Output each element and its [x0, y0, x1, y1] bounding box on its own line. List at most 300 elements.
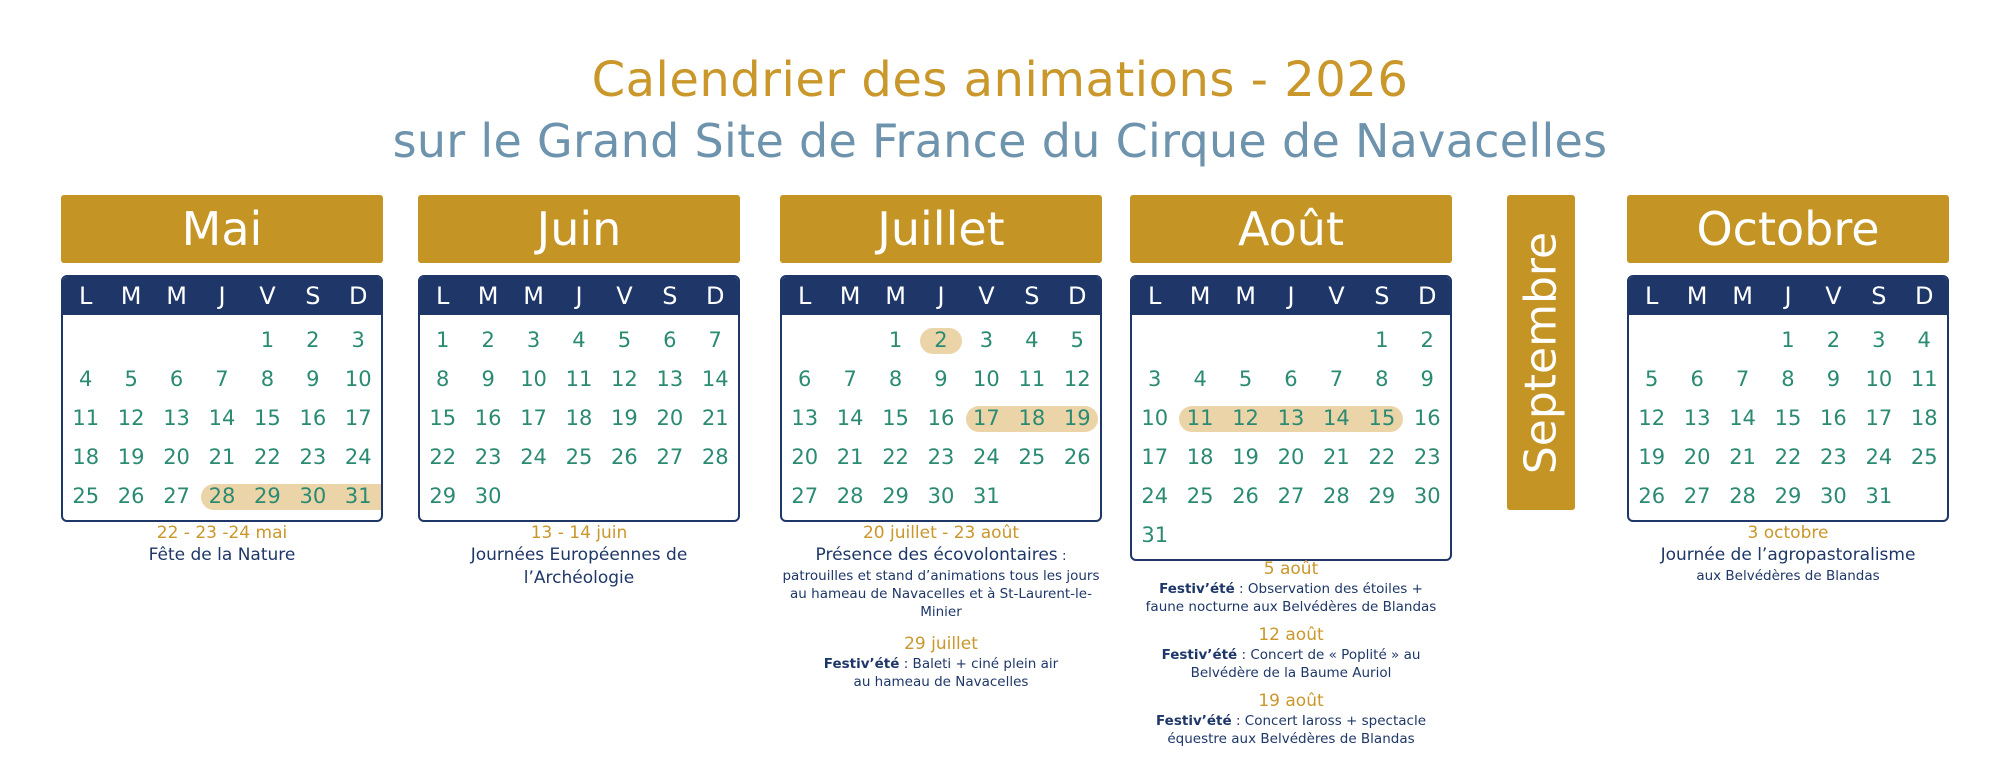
weekday-label: D [1915, 282, 1934, 310]
calendar-day [647, 477, 692, 516]
calendar-days [420, 315, 738, 520]
calendar-week [1629, 477, 1947, 516]
calendar-day: 27 [163, 484, 190, 508]
weekday-header [420, 277, 738, 315]
calendar-week [1629, 321, 1947, 360]
calendar-day: 5 [1238, 367, 1253, 391]
calendar-day: 8 [1781, 367, 1795, 391]
event-title: Fête de la Nature [148, 545, 296, 565]
events-juin [418, 522, 740, 590]
calendar-day: 14 [1323, 406, 1350, 430]
weekday-label: J [937, 282, 945, 310]
weekday-label: J [218, 282, 226, 310]
calendar-grid [61, 275, 383, 522]
calendar-days [1629, 315, 1947, 520]
calendar-day: 29 [429, 484, 457, 508]
calendar-day: 18 [1018, 406, 1046, 430]
month-title: Septembre [1515, 231, 1567, 474]
weekday-label: S [662, 282, 678, 310]
calendar-day: 7 [708, 328, 722, 352]
calendar-day: 27 [1683, 484, 1711, 508]
calendar-day: 2 [1826, 328, 1841, 352]
calendar-day: 12 [611, 367, 638, 391]
calendar-week [782, 399, 1100, 438]
month-juin [418, 195, 740, 522]
calendar-day: 22 [254, 445, 281, 469]
calendar-day: 19 [1063, 406, 1091, 430]
calendar-day: 23 [927, 445, 955, 469]
calendar-day [108, 321, 153, 360]
calendar-week [782, 321, 1100, 360]
events-aout [1130, 558, 1452, 748]
calendar-day [199, 321, 244, 360]
calendar-day: 17 [1141, 445, 1169, 469]
weekday-label: J [575, 282, 583, 310]
calendar-day [1177, 321, 1222, 360]
calendar-days [782, 315, 1100, 520]
month-mai [61, 195, 383, 522]
calendar-day: 21 [208, 445, 236, 469]
calendar-day: 28 [701, 445, 729, 469]
calendar-day: 23 [1820, 445, 1847, 469]
calendar-day [1629, 321, 1674, 360]
month-title: Mai [61, 195, 383, 263]
calendar-week [782, 360, 1100, 399]
calendar-day [556, 477, 601, 516]
calendar-day: 17 [1865, 406, 1893, 430]
calendar-day: 3 [979, 328, 994, 352]
calendar-day: 17 [344, 406, 372, 430]
weekday-label: S [1871, 282, 1887, 310]
month-title: Juillet [780, 195, 1102, 263]
calendar-day: 10 [344, 367, 372, 391]
weekday-header [782, 277, 1100, 315]
month-title: Octobre [1627, 195, 1949, 263]
weekday-label: S [1374, 282, 1390, 310]
calendar-day [782, 321, 827, 360]
calendar-day: 21 [1729, 445, 1756, 469]
event-date: 20 juillet - 23 août [862, 523, 1020, 543]
event-description [780, 544, 1102, 621]
calendar-day: 16 [927, 406, 955, 430]
calendar-day: 18 [72, 445, 100, 469]
event-date: 22 - 23 -24 mai [156, 523, 288, 543]
calendar-day: 6 [663, 328, 677, 352]
weekday-header [1132, 277, 1450, 315]
calendar-week [63, 321, 381, 360]
calendar-day: 13 [163, 406, 190, 430]
calendar-day: 22 [429, 445, 457, 469]
calendar-day: 28 [1729, 484, 1756, 508]
calendar-day: 10 [973, 367, 1000, 391]
calendar-day [1314, 516, 1359, 555]
calendar-week [1629, 399, 1947, 438]
calendar-week [63, 477, 381, 516]
weekday-label: D [349, 282, 368, 310]
calendar-week [420, 360, 738, 399]
calendar-day: 30 [474, 484, 502, 508]
calendar-days [1132, 315, 1450, 559]
calendar-grid [1627, 275, 1949, 522]
calendar-day: 30 [299, 484, 327, 508]
event-detail: : Concert Iaross + spectacle équestre aux Belvédères de Blandas [1167, 713, 1426, 747]
event-date: 12 août [1258, 625, 1324, 645]
calendar-day: 26 [611, 445, 638, 469]
weekday-label: S [305, 282, 321, 310]
calendar-day: 24 [520, 445, 547, 469]
calendar-grid [780, 275, 1102, 522]
calendar-day: 1 [888, 328, 903, 352]
calendar-day: 5 [617, 328, 632, 352]
calendar-day: 18 [1186, 445, 1214, 469]
calendar-day: 30 [1820, 484, 1847, 508]
calendar-week [1132, 399, 1450, 438]
weekday-label: M [1732, 282, 1753, 310]
calendar-day: 21 [701, 406, 729, 430]
calendar-day [1268, 321, 1313, 360]
event-detail: : Concert de « Poplité » au Belvédère de la Baume Auriol [1190, 647, 1421, 681]
weekday-label: J [1287, 282, 1295, 310]
calendar-day: 2 [481, 328, 495, 352]
calendar-day: 29 [1774, 484, 1802, 508]
weekday-label: L [798, 282, 812, 310]
calendar-day: 1 [1781, 328, 1795, 352]
calendar-day: 4 [1025, 328, 1039, 352]
weekday-label: D [1418, 282, 1437, 310]
calendar-day: 14 [208, 406, 236, 430]
calendar-day: 16 [1820, 406, 1847, 430]
calendar-day: 5 [1070, 328, 1084, 352]
calendar-day [827, 321, 872, 360]
calendar-day: 20 [1277, 445, 1305, 469]
calendar-day: 29 [882, 484, 909, 508]
event-description: aux Belvédères de Blandas [1696, 568, 1880, 584]
calendar-week [420, 477, 738, 516]
weekday-label: L [436, 282, 450, 310]
weekday-label: M [1235, 282, 1256, 310]
events-octobre [1627, 522, 1949, 585]
calendar-week [782, 477, 1100, 516]
weekday-label: M [1686, 282, 1708, 310]
calendar-day: 13 [656, 367, 684, 391]
calendar-day: 19 [611, 406, 638, 430]
calendar-day: 31 [344, 484, 372, 508]
calendar-day: 30 [927, 484, 955, 508]
calendar-day: 20 [656, 406, 684, 430]
calendar-day: 4 [1193, 367, 1207, 391]
calendar-day [602, 477, 647, 516]
event-label: Festiv’été [1161, 647, 1238, 663]
calendar-day: 3 [1872, 328, 1886, 352]
calendar-day: 8 [260, 367, 275, 391]
event-title: Journées Européennes de l’Archéologie [470, 545, 688, 588]
calendar-day: 22 [882, 445, 909, 469]
month-title: Juin [418, 195, 740, 263]
calendar-day: 18 [1910, 406, 1938, 430]
weekday-label: M [166, 282, 187, 310]
calendar-day: 24 [1865, 445, 1893, 469]
calendar-days [63, 315, 381, 520]
calendar-day: 9 [934, 367, 948, 391]
calendar-day: 17 [520, 406, 547, 430]
calendar-day: 11 [565, 367, 593, 391]
calendar-day [1674, 321, 1719, 360]
calendar-day: 12 [1063, 367, 1091, 391]
weekday-label: M [477, 282, 499, 310]
event-label: Festiv’été [1159, 581, 1235, 597]
calendar-day: 20 [1683, 445, 1711, 469]
calendar-day [1720, 321, 1765, 360]
calendar-day: 8 [888, 367, 903, 391]
calendar-day: 7 [215, 367, 229, 391]
calendar-day: 6 [1284, 367, 1298, 391]
calendar-day: 7 [1735, 367, 1750, 391]
calendar-day: 9 [306, 367, 320, 391]
calendar-day: 25 [1910, 445, 1938, 469]
weekday-label: M [839, 282, 861, 310]
month-septembre [1507, 195, 1575, 510]
event-date: 29 juillet [904, 634, 978, 654]
calendar-day [1132, 321, 1177, 360]
calendar-week [1132, 438, 1450, 477]
calendar-day: 15 [882, 406, 909, 430]
calendar-day: 25 [565, 445, 593, 469]
calendar-day: 19 [1232, 445, 1259, 469]
calendar-day: 11 [1910, 367, 1938, 391]
event-detail: : patrouilles et stand d’animations tous les jours au hameau de Navacelles et à St-Laurent-le-Minier [782, 548, 1100, 620]
calendar-day: 21 [1323, 445, 1350, 469]
events-mai [61, 522, 383, 567]
calendar-day: 26 [1638, 484, 1666, 508]
calendar-day: 7 [843, 367, 857, 391]
event-title: Présence des écovolontaires [815, 545, 1058, 565]
page-subtitle: sur le Grand Site de France du Cirque de Navacelles [392, 114, 1608, 168]
calendar-day: 5 [1645, 367, 1659, 391]
calendar-day: 26 [1232, 484, 1259, 508]
calendar-day: 15 [1368, 406, 1396, 430]
calendar-day: 3 [351, 328, 365, 352]
calendar-week [63, 399, 381, 438]
weekday-header [63, 277, 381, 315]
calendar-day: 15 [254, 406, 281, 430]
calendar-day: 11 [72, 406, 100, 430]
weekday-label: M [523, 282, 544, 310]
weekday-label: V [1825, 282, 1842, 310]
page-title: Calendrier des animations - 2026 [591, 52, 1409, 108]
calendar-day: 14 [836, 406, 864, 430]
event-date: 5 août [1263, 559, 1319, 579]
calendar-day: 24 [973, 445, 1000, 469]
event-detail: : Observation des étoiles + faune nocturne aux Belvédères de Blandas [1145, 581, 1437, 615]
weekday-label: M [885, 282, 906, 310]
event-date: 19 août [1258, 691, 1324, 711]
calendar-week [1132, 516, 1450, 555]
calendar-day: 2 [306, 328, 320, 352]
event-description [780, 655, 1102, 691]
calendar-day [1359, 516, 1404, 555]
calendar-day: 25 [72, 484, 100, 508]
event-detail: : Baleti + ciné plein air au hameau de Navacelles [853, 656, 1059, 690]
calendar-week [63, 360, 381, 399]
calendar-day [1223, 321, 1268, 360]
calendar-day: 10 [520, 367, 547, 391]
calendar-day: 19 [117, 445, 145, 469]
calendar-day: 8 [436, 367, 450, 391]
calendar-day: 10 [1141, 406, 1169, 430]
calendar-day: 27 [656, 445, 684, 469]
calendar-day: 8 [1375, 367, 1389, 391]
calendar-day [1268, 516, 1313, 555]
calendar-day: 9 [481, 367, 495, 391]
calendar-week [1132, 360, 1450, 399]
weekday-label: L [79, 282, 93, 310]
weekday-label: L [1148, 282, 1162, 310]
events-juillet [780, 522, 1102, 691]
calendar-week [1629, 360, 1947, 399]
calendar-day: 6 [798, 367, 812, 391]
calendar-day: 6 [169, 367, 184, 391]
calendar-week [420, 438, 738, 477]
event-label: Festiv’été [823, 656, 900, 672]
calendar-day: 25 [1186, 484, 1214, 508]
calendar-day [1009, 477, 1054, 516]
month-title: Août [1130, 195, 1452, 263]
calendar-day: 20 [163, 445, 190, 469]
calendar-day: 18 [565, 406, 593, 430]
calendar-day: 23 [1413, 445, 1441, 469]
calendar-day: 11 [1018, 367, 1046, 391]
weekday-label: D [706, 282, 725, 310]
calendar-day: 14 [1729, 406, 1756, 430]
calendar-day: 10 [1865, 367, 1893, 391]
calendar-day: 26 [1063, 445, 1091, 469]
calendar-week [420, 321, 738, 360]
calendar-day: 4 [572, 328, 586, 352]
calendar-day: 2 [934, 328, 948, 352]
calendar-day: 14 [701, 367, 729, 391]
calendar-day: 16 [299, 406, 327, 430]
weekday-label: J [1784, 282, 1792, 310]
calendar-day: 9 [1826, 367, 1841, 391]
calendar-day: 2 [1420, 328, 1434, 352]
calendar-day: 29 [254, 484, 281, 508]
calendar-week [1132, 477, 1450, 516]
calendar-week [782, 438, 1100, 477]
calendar-week [1132, 321, 1450, 360]
calendar-day: 3 [1148, 367, 1162, 391]
calendar-day [154, 321, 199, 360]
calendar-week [63, 438, 381, 477]
calendar-day: 6 [1690, 367, 1704, 391]
calendar-day: 13 [1683, 406, 1711, 430]
calendar-day: 31 [1141, 523, 1169, 547]
calendar-day [1405, 516, 1450, 555]
calendar-day [693, 477, 738, 516]
calendar-day: 9 [1420, 367, 1434, 391]
event-description [1130, 646, 1452, 682]
calendar-day: 22 [1774, 445, 1802, 469]
weekday-label: S [1024, 282, 1040, 310]
calendar-day: 11 [1186, 406, 1214, 430]
month-juillet [780, 195, 1102, 522]
weekday-label: V [616, 282, 633, 310]
month-aout [1130, 195, 1452, 561]
calendar-day: 19 [1638, 445, 1666, 469]
calendar-day: 16 [1413, 406, 1441, 430]
calendar-day: 31 [973, 484, 1000, 508]
calendar-day: 28 [1323, 484, 1350, 508]
calendar-day [63, 321, 108, 360]
calendar-day [1055, 477, 1100, 516]
calendar-grid [418, 275, 740, 522]
calendar-day: 25 [1018, 445, 1046, 469]
calendar-day: 22 [1368, 445, 1396, 469]
weekday-label: D [1068, 282, 1087, 310]
calendar-day: 4 [1917, 328, 1931, 352]
weekday-label: V [1328, 282, 1345, 310]
weekday-label: M [120, 282, 142, 310]
calendar-day: 20 [791, 445, 819, 469]
calendar-day [1177, 516, 1222, 555]
calendar-day [1223, 516, 1268, 555]
calendar-week [420, 399, 738, 438]
calendar-day: 28 [208, 484, 236, 508]
event-description [1130, 712, 1452, 748]
calendar-day: 23 [299, 445, 327, 469]
calendar-day: 28 [836, 484, 864, 508]
calendar-day: 15 [429, 406, 457, 430]
calendar-day: 1 [260, 328, 275, 352]
calendar-day: 12 [1638, 406, 1666, 430]
calendar-day: 16 [474, 406, 502, 430]
event-description [1130, 580, 1452, 616]
calendar-day: 13 [791, 406, 819, 430]
calendar-day: 1 [1375, 328, 1389, 352]
calendar-day: 12 [117, 406, 145, 430]
calendar-grid [1130, 275, 1452, 561]
calendar-day: 7 [1329, 367, 1344, 391]
weekday-header [1629, 277, 1947, 315]
event-title: Journée de l’agropastoralisme [1660, 545, 1916, 565]
calendar-day: 29 [1368, 484, 1396, 508]
calendar-day: 13 [1277, 406, 1305, 430]
weekday-label: V [978, 282, 995, 310]
calendar-day: 17 [973, 406, 1000, 430]
calendar-day: 12 [1232, 406, 1259, 430]
event-date: 13 - 14 juin [530, 523, 628, 543]
calendar-day: 5 [124, 367, 138, 391]
calendar-day [511, 477, 556, 516]
calendar-day: 26 [117, 484, 145, 508]
calendar-day: 1 [436, 328, 450, 352]
calendar-day: 4 [79, 367, 93, 391]
calendar-day: 24 [344, 445, 372, 469]
event-label: Festiv’été [1156, 713, 1232, 729]
calendar-day: 30 [1413, 484, 1441, 508]
calendar-week [1629, 438, 1947, 477]
calendar-day [1902, 477, 1947, 516]
weekday-label: M [1189, 282, 1211, 310]
calendar-day: 15 [1774, 406, 1802, 430]
event-date: 3 octobre [1747, 523, 1829, 543]
weekday-label: V [259, 282, 276, 310]
weekday-label: L [1645, 282, 1659, 310]
calendar-day: 24 [1141, 484, 1169, 508]
calendar-day: 31 [1865, 484, 1893, 508]
calendar-day: 27 [791, 484, 819, 508]
calendar-day: 27 [1277, 484, 1305, 508]
calendar-day [1314, 321, 1359, 360]
